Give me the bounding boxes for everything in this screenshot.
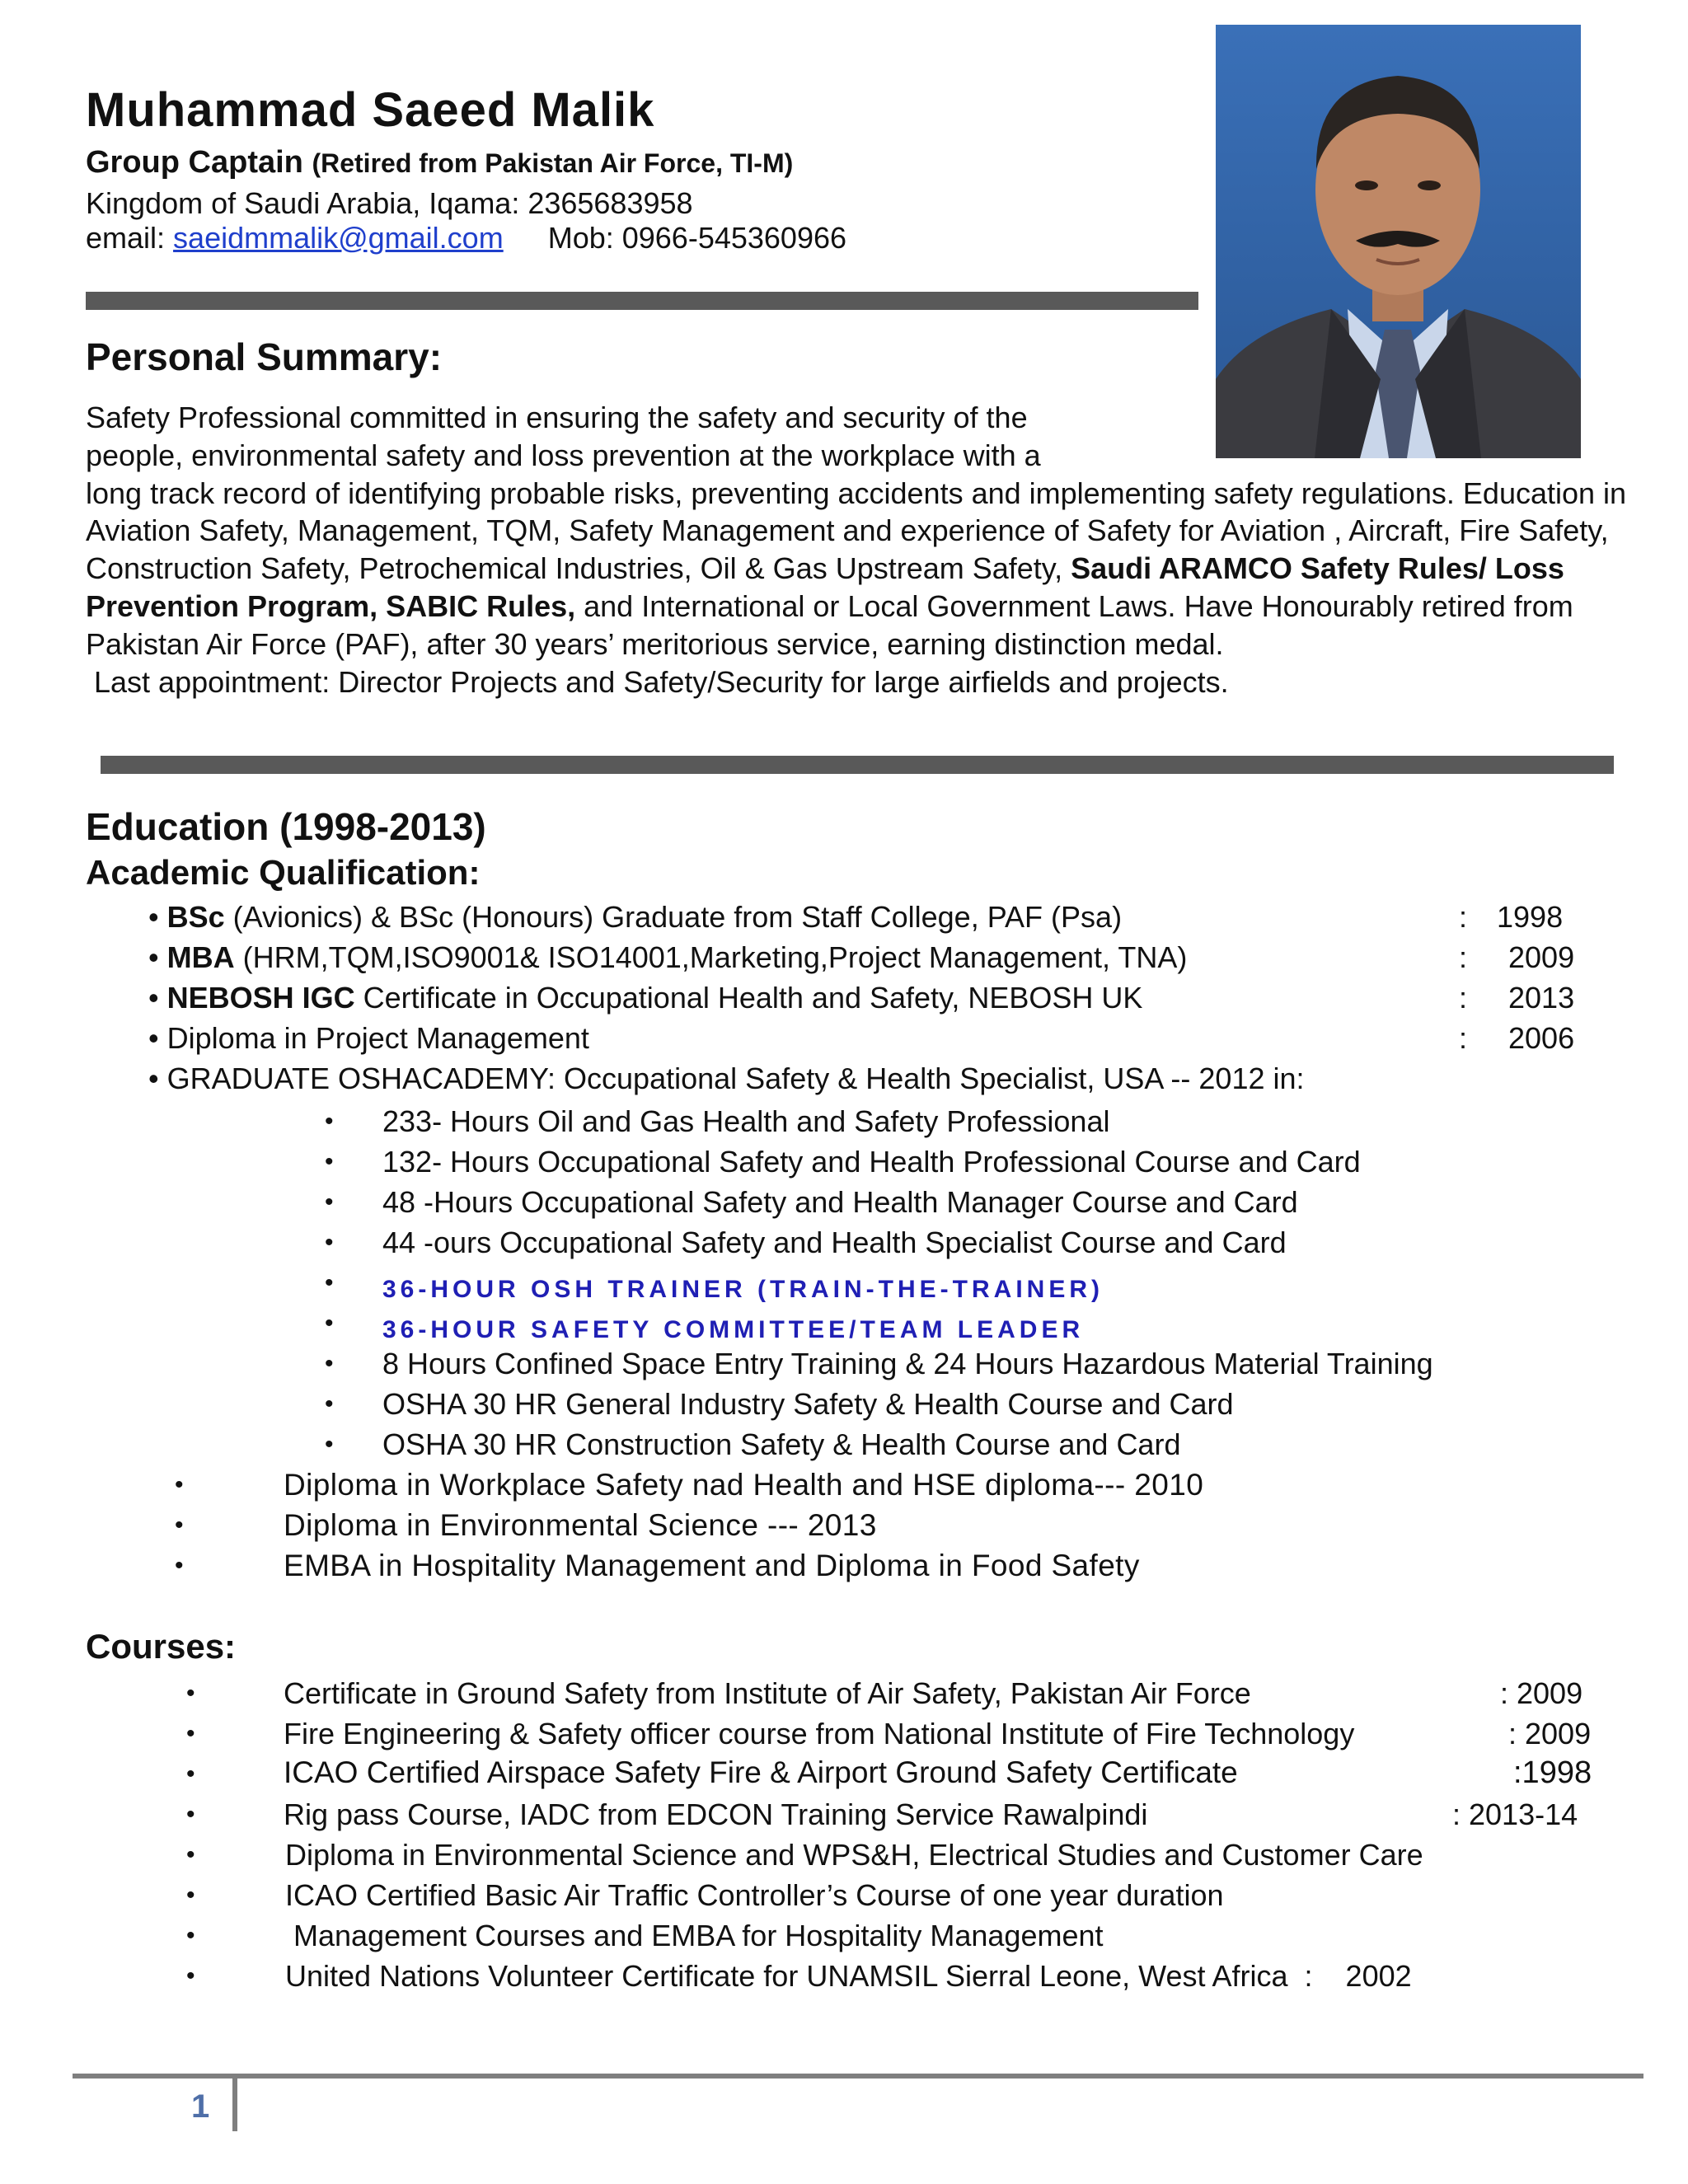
item-bold: MBA [166,940,235,974]
item-year: 2009 [1508,940,1575,974]
course-item: Diploma in Environmental Science and WPS&H, Electrical Studies and Customer Care [285,1838,1423,1872]
education-heading: Education (1998-2013) [86,805,486,848]
list-item: OSHA 30 HR Construction Safety & Health Course and Card [382,1427,1181,1461]
item-text: GRADUATE OSHACADEMY: Occupational Safety & Health Specialist, USA -- 2012 in: [166,1062,1305,1095]
bullet-icon: • [186,1922,195,1949]
summary-line: Safety Professional committed in ensuring the safety and security of the [86,401,1028,434]
summary-paragraph [86,475,1627,663]
location-line: Kingdom of Saudi Arabia, Iqama: 2365683958 [86,186,693,220]
email-link[interactable]: saeidmmalik@gmail.com [173,221,504,255]
item-text: (Avionics) & BSc (Honours) Graduate from Staff College, PAF (Psa) [224,900,1123,934]
course-item: Rig pass Course, IADC from EDCON Training Service Rawalpindi [284,1797,1148,1831]
bullet-icon: • [325,1229,334,1256]
bullet-icon: • [325,1350,334,1377]
highlight-text: 36-HOUR OSH TRAINER (TRAIN-THE-TRAINER) [382,1276,1104,1303]
course-year: : 2009 [1500,1676,1583,1710]
item-colon: : [1459,1021,1468,1055]
summary-text: long track record of identifying probable risks, preventing accidents and implementing safety regulations. Education in Aviation Safety, Management, TQM, Safety Management and experience of Safety for Aviation , Aircraft, Fire Safety, Construction Safety, Petrochemical Industries, Oil & Gas Upstream Safety, [86,476,1627,586]
bullet-icon: • [325,1390,334,1418]
bullet-icon: • [325,1269,334,1296]
footer-divider [73,2074,1643,2079]
item-colon: : [1459,900,1468,934]
item-year: 2013 [1508,981,1575,1015]
bullet-icon: • [148,981,159,1015]
summary-divider [101,756,1614,774]
course-year: :1998 [1513,1755,1592,1790]
header-divider [86,292,1198,310]
bullet-icon: • [186,1882,195,1909]
course-item: Management Courses and EMBA for Hospitality Management [285,1919,1104,1952]
bullet-icon: • [325,1431,334,1458]
bullet-icon: • [175,1471,184,1498]
list-item: 48 -Hours Occupational Safety and Health Manager Course and Card [382,1185,1298,1219]
list-item [148,940,1187,975]
course-year: : 2013-14 [1452,1797,1578,1831]
summary-line: people, environmental safety and loss prevention at the workplace with a [86,438,1041,472]
list-item: 233- Hours Oil and Gas Health and Safety Professional [382,1104,1110,1138]
course-item: ICAO Certified Basic Air Traffic Controller’s Course of one year duration [285,1878,1224,1912]
item-year: 1998 [1497,900,1564,934]
list-item: 8 Hours Confined Space Entry Training & 24 Hours Hazardous Material Training [382,1347,1433,1380]
list-item-highlight [382,1270,1104,1305]
item-colon: : [1459,981,1468,1015]
item-bold: NEBOSH IGC [166,981,355,1015]
rank-line [86,145,793,180]
summary-text: and International or Local Government Laws. Have Honourably retired from Pakistan Air Force (PAF), after 30 years’ meritorious service, earning distinction medal. [86,588,1573,661]
item-text: Diploma in Project Management [166,1021,589,1055]
person-name: Muhammad Saeed Malik [86,83,655,137]
course-item: ICAO Certified Airspace Safety Fire & Airport Ground Safety Certificate [284,1755,1238,1789]
bullet-icon: • [325,1310,334,1337]
bullet-icon: • [148,1021,159,1055]
list-item [148,900,1122,935]
list-item: OSHA 30 HR General Industry Safety & Health Course and Card [382,1387,1234,1421]
course-year: : 2009 [1508,1717,1592,1750]
course-item: Certificate in Ground Safety from Institute of Air Safety, Pakistan Air Force [284,1676,1251,1710]
email-label: email: [86,221,166,255]
bullet-icon: • [148,900,159,934]
list-item [148,981,1142,1015]
course-item: Fire Engineering & Safety officer course from National Institute of Fire Technology [284,1717,1355,1750]
academic-heading: Academic Qualification: [86,853,481,892]
bullet-icon: • [325,1148,334,1175]
summary-heading: Personal Summary: [86,335,443,378]
contact-line [86,221,846,255]
item-colon: : [1459,940,1468,974]
item-text: Certificate in Occupational Health and Safety, NEBOSH UK [354,981,1143,1015]
last-appointment: Last appointment: Director Projects and Safety/Security for large airfields and projects. [94,664,1229,699]
profile-photo [1216,25,1581,458]
courses-heading: Courses: [86,1627,237,1666]
rank-title: Group Captain [86,145,303,180]
bullet-icon: • [186,1962,195,1990]
page-number: 1 [191,2088,210,2125]
highlight-text: 36-HOUR SAFETY COMMITTEE/TEAM LEADER [382,1316,1085,1343]
rank-note: (Retired from Pakistan Air Force, TI-M) [312,148,794,178]
bullet-icon: • [186,1720,195,1747]
item-bold: BSc [166,900,225,934]
list-item [148,1062,1305,1096]
bullet-icon: • [148,940,159,974]
item-text: (HRM,TQM,ISO9001& ISO14001,Marketing,Project Management, TNA) [234,940,1188,974]
list-item: 44 -ours Occupational Safety and Health Specialist Course and Card [382,1226,1287,1259]
list-item: Diploma in Workplace Safety nad Health and HSE diploma--- 2010 [284,1468,1204,1502]
item-year: 2006 [1508,1021,1575,1055]
mobile-number: Mob: 0966-545360966 [547,221,847,255]
summary-body [86,399,1627,701]
footer-vertical-rule [232,2074,237,2131]
list-item: EMBA in Hospitality Management and Diploma in Food Safety [284,1549,1140,1582]
bullet-icon: • [186,1841,195,1868]
bullet-icon: • [175,1511,184,1539]
bullet-icon: • [175,1552,184,1579]
list-item [148,1021,589,1056]
bullet-icon: • [186,1760,195,1788]
list-item-highlight [382,1310,1084,1345]
list-item: Diploma in Environmental Science --- 2013 [284,1508,877,1542]
bullet-icon: • [325,1108,334,1135]
bullet-icon: • [186,1680,195,1707]
list-item: 132- Hours Occupational Safety and Health Professional Course and Card [382,1145,1361,1179]
course-item: United Nations Volunteer Certificate for UNAMSIL Sierral Leone, West Africa : 2002 [285,1959,1412,1993]
bullet-icon: • [148,1062,159,1095]
summary-bold-text: Saudi ARAMCO Safety Rules/ Loss Prevention Program, SABIC Rules, [86,551,1564,623]
bullet-icon: • [325,1188,334,1216]
bullet-icon: • [186,1801,195,1828]
